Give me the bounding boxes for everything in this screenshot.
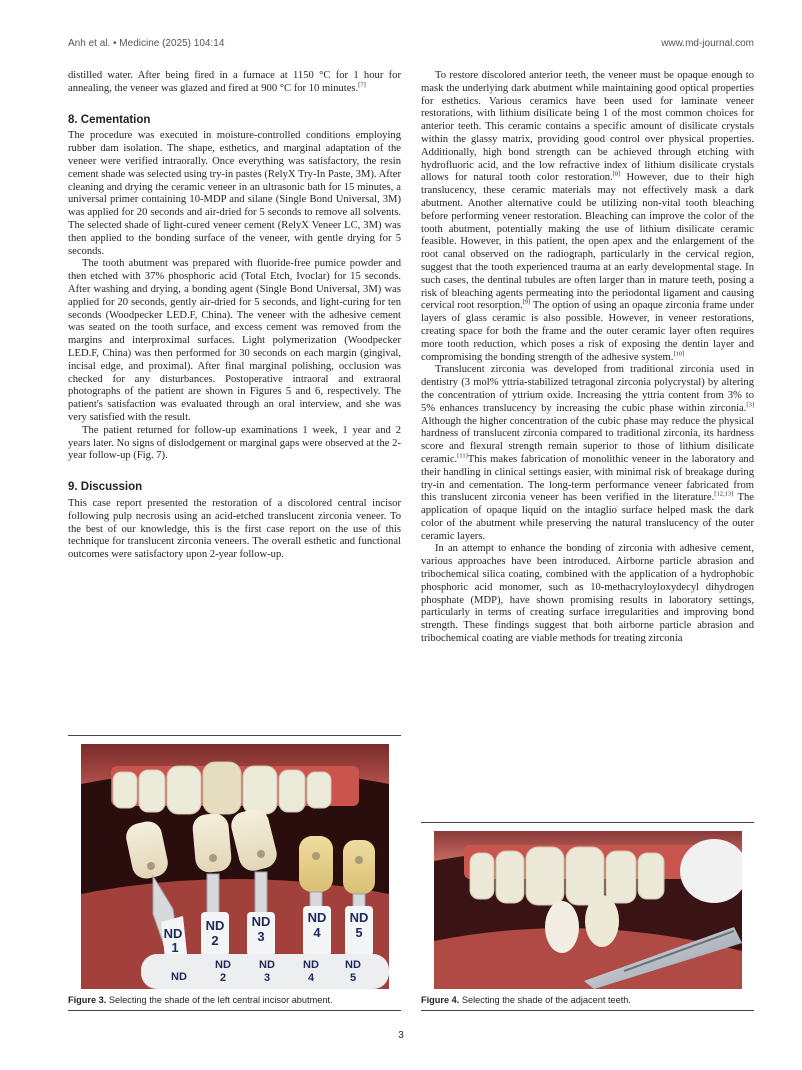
right-column xyxy=(421,70,754,646)
figure-4-photo xyxy=(434,831,742,989)
running-header-right: www.md-journal.com xyxy=(661,38,754,49)
figure-4-label: Figure 4. xyxy=(421,995,460,1005)
handle-label: 3 xyxy=(263,972,271,984)
citation: [3] xyxy=(746,401,754,409)
handle-label: ND xyxy=(345,959,361,971)
page-number: 3 xyxy=(398,1030,404,1041)
citation: [11] xyxy=(457,452,468,460)
section-heading-discussion: 9. Discussion xyxy=(68,481,143,494)
shade-tab-label: ND xyxy=(307,910,327,925)
paragraph: This case report presented the restoration of a discolored central incisor following pulp necrosis using an acid-etched translucent zirconia veneer. To the best of our knowledge, this is the first case report on the use of this technique for translucent zirconia veneers. The overall esthetic and functional outcomes were satisfactory upon 2-year follow-up. xyxy=(68,497,401,561)
figure-rule-bottom xyxy=(421,1010,754,1011)
paragraph: Translucent zirconia was developed from traditional zirconia used in dentistry (3 mol% yttria-stabilized tetragonal zirconia polycrystal) by altering the concentration of yttrium oxide. Increasing the yttria content from 3% to 5% enhances translucency by increasing the cubic phase within zirconia.[3] Although the higher concentration of the cubic phase may reduce the physical hardness of translucent zirconia compared to traditional zirconia, its hardness score and flexural strength remain superior to those of lithium disilicate ceramic.[11]This makes fabrication of monolithic veneer in the laboratory and their handling in clinical settings easier, with minimal risk of breakage during try-in and cementation. The long-term performance veneer fabricated from this translucent zirconia veneer has been verified in the literature.[12,13] The application of opaque liquid on the intaglio surface helped mask the dark color of the abutment while preserving the natural translucency of the outer ceramic layers. xyxy=(421,364,754,542)
figure-rule-top xyxy=(68,735,401,736)
citation: [10] xyxy=(673,350,685,357)
paragraph: To restore discolored anterior teeth, the veneer must be opaque enough to mask the underlying dark abutment while maintaining good optical properties for esthetics. Various ceramics have been used for laminate veneer restorations, with lithium disilicate being 1 of the most common choices for anterior teeth. This ceramic contains a specific amount of disilicate crystals within the glassy matrix, providing good control over physical properties. Additionally, high bond strength can be achieved through etching with hydrofluoric acid, and the low refractive index of lithium disilicate crystals allows for natural tooth color restoration.[8] However, due to their high translucency, these ceramic materials may not effectively mask a dark abutment. Another alternative could be utilizing non-vital tooth bleaching before performing veneer restoration. Bleaching can improve the color of the tooth abutment, potentially making the use of lithium disilicate ceramic feasible. However, in this patient, the open apex and the enlargement of the root canal observed on the radiograph, particularly in the cervical region, suggest that the tooth experienced trauma at an early developmental stage. In such cases, the dentinal tubules are often larger than in mature teeth, posing a risk of bleaching agents permeating into the periodontal ligament and causing cervical root resorption.[9] The option of using an opaque zirconia frame under layers of glass ceramic is also possible. However, in veneer restorations, creating space for both the frame and the outer ceramic layer often requires more tooth reduction, which poses a risk of exposing the dentin layer and compromising the bonding strength of the adhesive system.[10] xyxy=(421,70,755,363)
handle-label: ND xyxy=(259,959,275,971)
shade-tab-label: ND xyxy=(349,910,369,925)
shade-tab-label: 1 xyxy=(171,940,179,955)
handle-label: 5 xyxy=(349,972,357,984)
shade-tab-label: 3 xyxy=(257,929,265,944)
figure-3-label: Figure 3. xyxy=(68,995,107,1005)
shade-tab-label: ND xyxy=(163,926,183,941)
handle-label: 2 xyxy=(219,972,227,984)
left-column xyxy=(68,70,401,562)
figure-4-caption: Figure 4. Selecting the shade of the adjacent teeth. xyxy=(421,995,631,1005)
handle-label: ND xyxy=(171,971,187,983)
running-header-left: Anh et al. • Medicine (2025) 104:14 xyxy=(68,38,225,49)
shade-tab-label: ND xyxy=(251,914,271,929)
shade-tab-label: ND xyxy=(205,918,225,933)
adjacent-teeth-photo xyxy=(434,831,742,989)
handle-label: 4 xyxy=(307,972,315,984)
shade-tab-label: 2 xyxy=(211,933,219,948)
shade-tab-label: 5 xyxy=(355,925,363,940)
figure-rule-bottom xyxy=(68,1010,401,1011)
citation: [8] xyxy=(612,170,621,178)
paragraph: The patient returned for follow-up examinations 1 week, 1 year and 2 years later. No signs of dislodgement or marginal gaps were observed at the 2-year follow-up (Fig. 7). xyxy=(68,424,401,462)
handle-label: ND xyxy=(215,959,231,971)
figure-3-photo xyxy=(81,744,389,989)
section-heading-cementation: 8. Cementation xyxy=(68,113,151,126)
figure-rule-top xyxy=(421,822,754,823)
paragraph: distilled water. After being fired in a furnace at 1150 °C for 1 hour for annealing, the veneer was glazed and fired at 900 °C for 10 minutes.[7] xyxy=(68,70,401,94)
shade-tab-label: 4 xyxy=(313,925,321,940)
figure-3-caption: Figure 3. Selecting the shade of the left central incisor abutment. xyxy=(68,995,333,1005)
citation: [9] xyxy=(522,298,531,306)
paragraph: In an attempt to enhance the bonding of zirconia with adhesive cement, various approaches have been introduced. Airborne particle abrasion and tribochemical silica coating, combined with the application of a hydrophobic phosphoric acid monomer, such as 10-methacryloyloxydecyl dihydrogen phosphate (MDP), have shown promising results in laboratory settings, particularly in terms of creating surface irregularities and improving bond strength. These findings suggest that both airborne particle abrasion and tribochemical coating are viable methods for treating zirconia xyxy=(421,543,754,645)
citation: [7] xyxy=(358,81,366,89)
paragraph: The procedure was executed in moisture-controlled conditions employing rubber dam isolation. The shape, esthetics, and marginal adaptation of the veneer were verified intraorally. Once everything was satisfactory, the resin cement shade was selected using try-in pastes (RelyX Try-In Paste, 3M). After cleaning and drying the ceramic veneer in an ultrasonic bath for 15 minutes, a universal primer containing 10-MDP and silane (Single Bond Universal, 3M) was applied for 20 seconds and air-dried for 5 seconds to remove all solvents. The selected shade of light-cured veneer cement (RelyX Veneer LC, 3M) was then applied to the bonding surface of the veneer, with gentle drying for 5 seconds. xyxy=(68,130,401,257)
handle-label: ND xyxy=(303,959,319,971)
shade-guide-photo xyxy=(81,744,389,989)
citation: [12,13] xyxy=(714,490,734,498)
paragraph: The tooth abutment was prepared with fluoride-free pumice powder and then etched with 37% phosphoric acid (Total Etch, Ivoclar) for 15 seconds. After washing and drying, a bonding agent (Single Bond Universal, 3M) was applied for 20 seconds, gently air-dried for 5 seconds, and light-curing for ten seconds (Woodpecker LED.F, China). The veneer with the adhesive cement was seated on the tooth surface, and excess cement was removed from the margins and interproximal surfaces. Light polymerization (Woodpecker LED.F, China) was then performed for 30 seconds on each margin (gingival, incisal edge, and proximal). After final marginal polishing, occlusion was checked for any disturbances. Postoperative intraoral and extraoral photographs of the patient are shown in Figures 5 and 6, respectively. The patient's satisfaction was evaluated through an oral interview, and she was very satisfied with the result. xyxy=(68,258,401,423)
